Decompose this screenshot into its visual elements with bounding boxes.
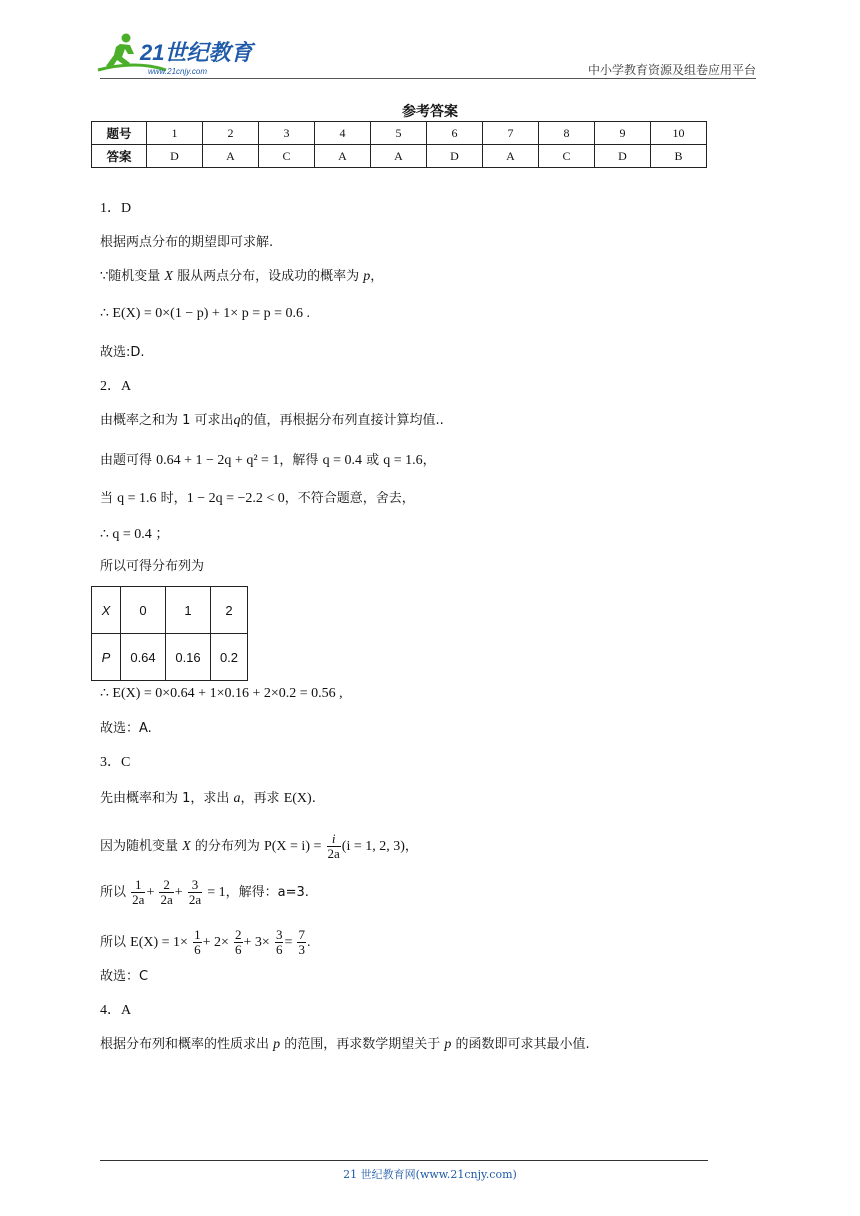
question-number: 3 (259, 122, 315, 145)
q1-given: ∵随机变量 X 服从两点分布，设成功的概率为 p， (100, 269, 384, 284)
site-logo (96, 30, 266, 78)
question-number: 5 (371, 122, 427, 145)
answer-cell: D (427, 145, 483, 168)
q3-distribution: 因为随机变量 X 的分布列为 P(X = i) = $\frac{i}{2a}$ (i = 1, 2, 3)， (100, 831, 418, 861)
answer-cell: A (203, 145, 259, 168)
q4-heading: 4．A (100, 1003, 132, 1018)
question-number: 1 (147, 122, 203, 145)
fraction: $\frac{2}{6}$ (235, 927, 242, 957)
q2-table-intro: 所以可得分布列为 (100, 559, 205, 574)
q3-hint: 先由概率和为 1，求出 a，再求 E(X). (100, 791, 316, 806)
q2-result: ∴ q = 0.4 ； (100, 527, 170, 542)
q2-expectation: ∴ E(X) = 0×0.64 + 1×0.16 + 2×0.2 = 0.56 , (100, 686, 343, 701)
footer-divider (100, 1160, 708, 1161)
fraction: $\frac{3}{2a}$ (188, 877, 202, 907)
fraction: $\frac{3}{6}$ (275, 927, 283, 957)
table-row (92, 634, 248, 681)
answer-cell: D (595, 145, 651, 168)
fraction: $\frac{i}{2a}$ (327, 831, 340, 861)
q4-hint: 根据分布列和概率的性质求出 p 的范围，再求数学期望关于 p 的函数即可求其最小值. (100, 1037, 590, 1052)
question-number: 8 (539, 122, 595, 145)
fraction: $\frac{1}{2a}$ (132, 877, 145, 907)
q1-heading: 1．D (100, 201, 132, 216)
fraction: $\frac{7}{3}$ (298, 927, 305, 957)
table-row (92, 122, 707, 145)
answer-cell: A (483, 145, 539, 168)
table-row (92, 145, 707, 168)
answer-cell: A (371, 145, 427, 168)
question-number: 7 (483, 122, 539, 145)
svg-text:21世纪教育: 21世纪教育 (140, 40, 253, 65)
table-row (92, 587, 248, 634)
answer-key-table (91, 121, 707, 168)
table-cell: P (92, 634, 121, 681)
q3-conclusion: 故选：C (100, 969, 149, 984)
table-cell: 0.16 (166, 634, 211, 681)
q2-check: 当 q = 1.6 时，1 − 2q = −2.2 < 0，不符合题意，舍去， (100, 491, 415, 506)
q2-conclusion: 故选：A. (100, 721, 152, 736)
q3-sum-equation: 所以 $\frac{1}{2a}$ + $\frac{2}{2a}$ + $\frac{3}{2a}$ = 1，解得：a=3. (100, 877, 309, 907)
distribution-table (91, 586, 248, 681)
footer-source: 21 世纪教育网(www.21cnjy.com) (343, 1168, 517, 1181)
answer-cell: C (259, 145, 315, 168)
table-cell: 2 (211, 587, 248, 634)
answer-cell: D (147, 145, 203, 168)
table-cell: X (92, 587, 121, 634)
header-divider (100, 78, 756, 79)
q3-heading: 3．C (100, 755, 131, 770)
q2-hint: 由概率之和为 1 可求出q的值，再根据分布列直接计算均值.. (100, 413, 444, 428)
answer-cell: A (315, 145, 371, 168)
fraction: $\frac{1}{6}$ (194, 927, 201, 957)
q2-equation: 由题可得 0.64 + 1 − 2q + q² = 1，解得 q = 0.4 或 q = 1.6， (100, 453, 436, 468)
q1-expectation: ∴ E(X) = 0×(1 − p) + 1× p = p = 0.6 . (100, 306, 310, 321)
table-cell: 0 (121, 587, 166, 634)
answer-cell: C (539, 145, 595, 168)
question-number: 2 (203, 122, 259, 145)
question-number: 10 (651, 122, 707, 145)
question-number: 6 (427, 122, 483, 145)
q1-conclusion: 故选:D. (100, 345, 145, 360)
q3-expectation: 所以 E(X) = 1× $\frac{1}{6}$ + 2× $\frac{2}{6}$ + 3× $\frac{3}{6}$ = $\frac{7}{3}$ . (100, 927, 311, 957)
q1-hint: 根据两点分布的期望即可求解. (100, 235, 274, 250)
table-cell: 1 (166, 587, 211, 634)
row-label: 题号 (92, 122, 147, 145)
table-cell: 0.2 (211, 634, 248, 681)
question-number: 4 (315, 122, 371, 145)
table-cell: 0.64 (121, 634, 166, 681)
q2-heading: 2．A (100, 379, 132, 394)
answer-cell: B (651, 145, 707, 168)
answer-key-title: 参考答案 (402, 104, 458, 120)
svg-text:www.21cnjy.com: www.21cnjy.com (148, 67, 207, 76)
platform-name: 中小学教育资源及组卷应用平台 (587, 63, 756, 77)
fraction: $\frac{2}{2a}$ (160, 877, 173, 907)
row-label: 答案 (92, 145, 147, 168)
question-number: 9 (595, 122, 651, 145)
